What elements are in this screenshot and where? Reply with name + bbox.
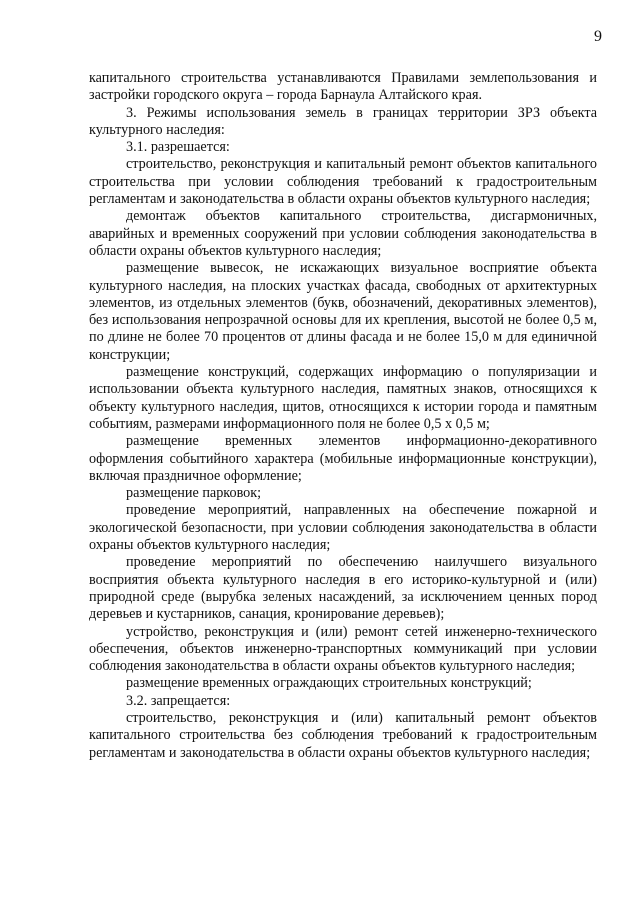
paragraph: проведение мероприятий, направленных на обеспечение пожарной и экологической безопасности, при условии соблюдения законодательства в области охраны объектов культурного наследия; [89, 502, 597, 554]
paragraph: размещение временных элементов информационно-декоративного оформления событийного характера (мобильные информационные конструкции), включая праздничное оформление; [89, 433, 597, 484]
paragraph: строительство, реконструкция и капитальный ремонт объектов капитального строительства при условии соблюдения требований к градостроительным регламентам и законодательства в области охраны объектов культурного наследия; [89, 156, 597, 208]
paragraph: устройство, реконструкция и (или) ремонт сетей инженерно-технического обеспечения, объектов инженерно-транспортных коммуникаций при условии соблюдения законодательства в области охраны объектов культурного наследия; [89, 623, 597, 675]
paragraph: строительство, реконструкция и (или) капитальный ремонт объектов капитального строительства без соблюдения требований к градостроительным регламентам и законодательства в области охраны объектов культурного наследия; [89, 709, 597, 761]
document-body [89, 70, 597, 762]
paragraph: демонтаж объектов капитального строительства, дисгармоничных, аварийных и временных сооружений при условии соблюдения законодательства в области охраны объектов культурного наследия; [89, 208, 597, 259]
paragraph: 3.2. запрещается: [126, 692, 231, 709]
paragraph: 3. Режимы использования земель в границах территории ЗРЗ объекта культурного наследия: [89, 104, 597, 138]
paragraph: 3.1. разрешается: [126, 139, 230, 156]
paragraph: размещение парковок; [126, 485, 262, 502]
paragraph: размещение временных ограждающих строительных конструкций; [126, 675, 532, 692]
paragraph: капитального строительства устанавливаются Правилами землепользования и застройки городского округа – города Барнаула Алтайского края. [89, 70, 597, 104]
paragraph: размещение конструкций, содержащих информацию о популяризации и использовании объекта культурного наследия, памятных знаков, относящихся к объекту культурного наследия, щитов, относящихся к истории города и памятным событиям, размерами информационного поля не более 0,5 х 0,5 м; [89, 364, 597, 432]
paragraph: размещение вывесок, не искажающих визуальное восприятие объекта культурного наследия, на плоских участках фасада, свободных от архитектурных элементов, из отдельных элементов (букв, обозначений, декоративных элементов), без использования непрозрачной основы для их крепления, высотой не более 0,5 м, по длине не более 70 процентов от длины фасада и не более 15,0 м для единичной конструкции; [89, 260, 597, 363]
page-number: 9 [594, 28, 602, 45]
paragraph: проведение мероприятий по обеспечению наилучшего визуального восприятия объекта культурного наследия в его историко-культурной и (или) природной среде (вырубка зеленых насаждений, за исключением ценных пород деревьев и кустарников, санация, кронирование деревьев); [89, 554, 597, 623]
